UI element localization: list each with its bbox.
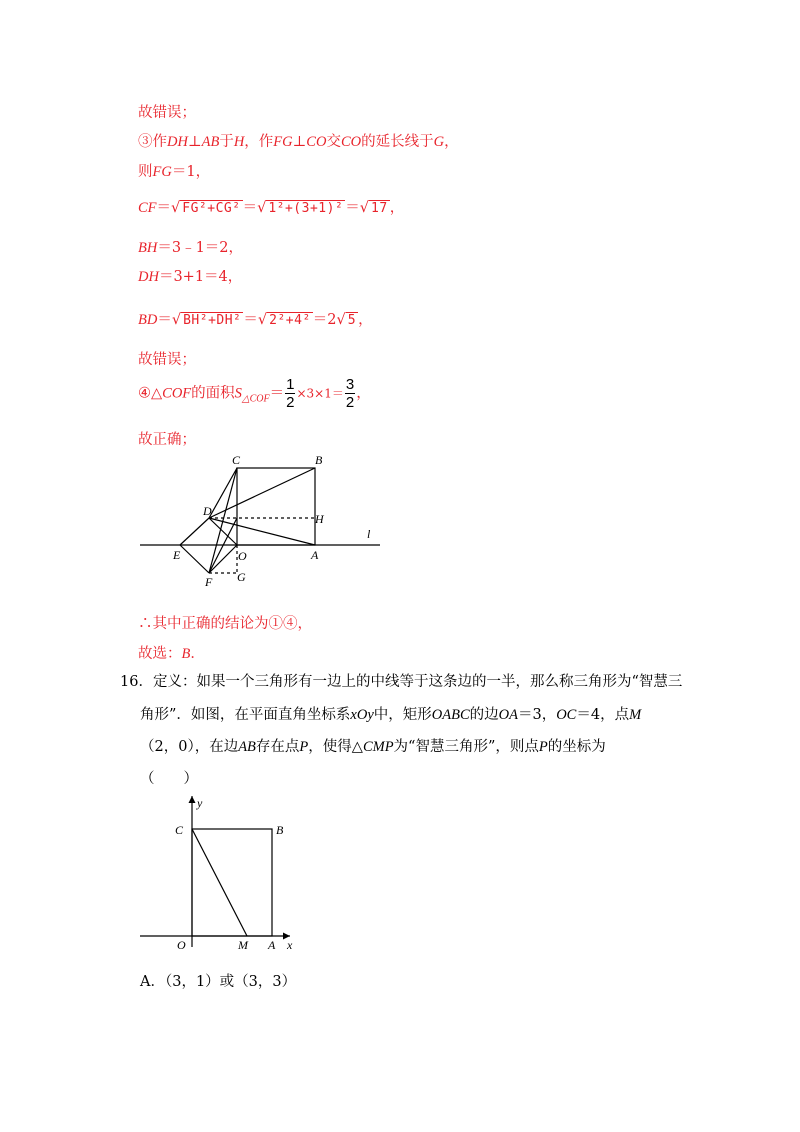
segment-cf — [209, 468, 237, 573]
wrong-text-1: 故错误； — [138, 105, 196, 121]
text: ＝ — [242, 200, 258, 216]
var-p: P — [299, 739, 309, 755]
text: 于 — [219, 134, 234, 150]
var-dh: DH — [167, 134, 188, 150]
var-fg: FG — [152, 164, 172, 180]
var-xoy: xOy — [350, 707, 374, 723]
label-g: G — [237, 570, 246, 584]
text: 角形”．如图，在平面直角坐标系 — [140, 707, 351, 723]
question-number: 16． — [120, 674, 153, 690]
text: ＝2 — [312, 312, 337, 328]
text: ＝4，点 — [576, 707, 630, 723]
label-l: l — [367, 527, 371, 541]
text: 则 — [138, 164, 153, 180]
text: ＝ — [345, 200, 360, 216]
text: ＝ — [243, 312, 258, 328]
text: ＝ — [156, 200, 172, 216]
rect-oabc — [237, 468, 315, 545]
segment-db — [209, 468, 315, 518]
fg-line — [138, 160, 210, 181]
conclusion-text: ∴其中正确的结论为①④， — [138, 616, 312, 632]
text: （2，0），在边 — [140, 739, 239, 755]
var-co: CO — [306, 134, 327, 150]
text: 定义：如果一个三角形有一边上的中线等于这条边的一半，那么称三角形为“智慧三 — [152, 674, 683, 690]
question-16-line-2 — [140, 705, 641, 725]
var-oabc: OABC — [431, 707, 470, 723]
denominator: 2 — [286, 394, 295, 411]
text: 的面积 — [191, 385, 235, 402]
label-d: D — [203, 504, 212, 518]
bh-line — [138, 236, 243, 257]
denominator: 2 — [345, 394, 355, 411]
text: ， — [356, 385, 371, 402]
text: 中，矩形 — [373, 707, 432, 723]
segment-cm — [192, 829, 247, 936]
var-oc: OC — [556, 707, 577, 723]
fraction-one-half — [285, 376, 295, 411]
var-ab: AB — [201, 134, 220, 150]
var-cf: CF — [138, 200, 157, 216]
perp-symbol: ⊥ — [187, 134, 202, 150]
cf-line — [138, 196, 404, 217]
subscript: △COF — [241, 393, 270, 405]
correct-text: 故正确； — [138, 432, 196, 448]
text: ＝3+1＝4， — [158, 269, 243, 285]
text: ＝3， — [517, 707, 557, 723]
segment-de — [180, 518, 209, 545]
perp-symbol: ⊥ — [292, 134, 307, 150]
text: ， — [444, 134, 459, 150]
wrong-text-2: 故错误； — [138, 352, 196, 368]
rect-oabc — [192, 829, 272, 936]
fraction-three-halves — [345, 376, 355, 411]
text: ④△ — [138, 385, 163, 402]
var-s: S — [234, 385, 242, 402]
text: 的延长线于 — [361, 134, 434, 150]
text: 交 — [326, 134, 341, 150]
var-ab: AB — [238, 739, 256, 755]
label-y: y — [197, 796, 203, 810]
text: ， — [358, 312, 373, 328]
segment-ef — [180, 545, 209, 573]
label-a: A — [311, 548, 319, 562]
var-oa: OA — [498, 707, 518, 723]
var-co: CO — [340, 134, 362, 150]
text: 故选： — [138, 646, 182, 662]
text: ＝ — [269, 385, 285, 402]
figure-1-diagram — [135, 448, 395, 590]
text: 存在点 — [255, 739, 300, 755]
bd-line — [138, 308, 373, 329]
var-fg: FG — [273, 134, 293, 150]
label-x: x — [287, 938, 293, 952]
text: ＝3﹣1＝2， — [157, 240, 244, 256]
text: 的坐标为 — [547, 739, 606, 755]
label-c: C — [175, 823, 184, 837]
question-16-line-3 — [140, 737, 606, 757]
sqrt-symbol: √ — [171, 312, 182, 328]
sqrt-symbol: √ — [171, 200, 181, 216]
sqrt-symbol: √ — [336, 312, 346, 328]
sqrt-symbol: √ — [257, 312, 268, 328]
text: ， — [389, 200, 405, 216]
label-o: O — [238, 549, 247, 563]
var-bh: BH — [138, 240, 158, 256]
var-p: P — [538, 739, 548, 755]
figure-2-coordinate-diagram — [135, 792, 315, 952]
label-a: A — [268, 938, 276, 952]
numerator: 1 — [286, 376, 295, 393]
choice-line — [138, 642, 205, 663]
var-cof: COF — [162, 385, 192, 402]
var-bd: BD — [138, 312, 158, 328]
label-f: F — [205, 575, 213, 589]
sqrt-symbol: √ — [257, 200, 267, 216]
var-g: G — [433, 134, 445, 150]
radicand: FG²+CG² — [182, 201, 241, 216]
text: ＝1， — [171, 164, 211, 180]
text: 为“智慧三角形”，则点 — [393, 739, 539, 755]
text: ＝ — [157, 312, 172, 328]
text: ，作 — [244, 134, 274, 150]
text: 的边 — [469, 707, 499, 723]
var-cmp: CMP — [362, 739, 394, 755]
radicand: BH²+DH² — [183, 313, 242, 328]
label-b: B — [315, 453, 323, 467]
radicand: 1²+(3+1)² — [268, 201, 344, 216]
var-h: H — [233, 134, 245, 150]
label-c: C — [232, 453, 241, 467]
label-b: B — [276, 823, 284, 837]
text: ③作 — [138, 134, 167, 150]
radicand: 17 — [371, 201, 388, 216]
var-m: M — [629, 707, 642, 723]
radicand: 5 — [347, 313, 357, 328]
var-dh: DH — [138, 269, 159, 285]
dh-line — [138, 265, 242, 286]
numerator: 3 — [345, 376, 355, 393]
sqrt-symbol: √ — [359, 200, 370, 216]
choice-letter: B — [181, 646, 191, 662]
segment-dc — [209, 468, 237, 518]
text: ，使得△ — [308, 739, 363, 755]
option-a[interactable]: A．（3，1）或（3，3） — [140, 974, 297, 990]
item3-line — [138, 130, 459, 151]
label-h: H — [315, 512, 324, 526]
label-e: E — [173, 548, 181, 562]
label-o: O — [177, 938, 186, 952]
label-m: M — [238, 938, 248, 952]
question-16-line-4: （ ） — [140, 771, 198, 787]
question-16-line-1 — [120, 672, 682, 692]
item4-line — [138, 376, 371, 411]
text: ×3×1＝ — [296, 386, 344, 401]
radicand: 2²+4² — [269, 313, 311, 328]
text: ． — [190, 646, 205, 662]
